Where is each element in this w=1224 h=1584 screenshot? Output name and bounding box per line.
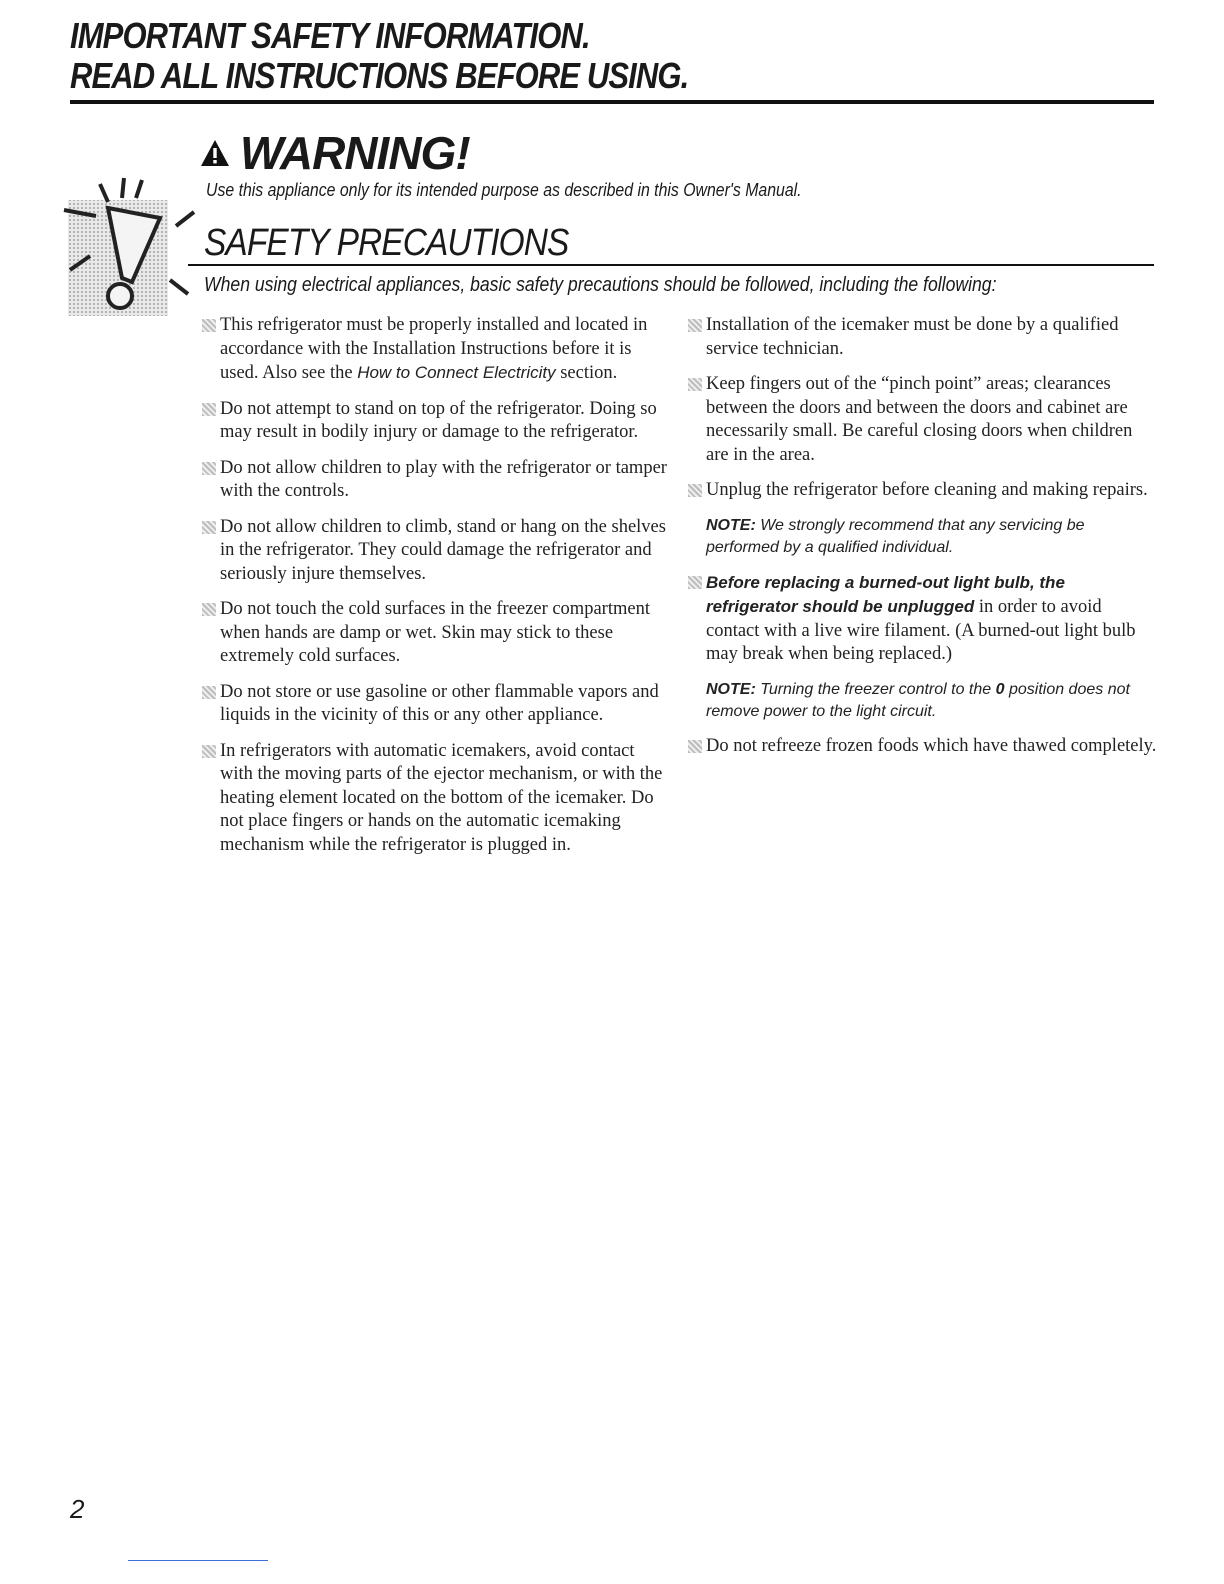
list-item: Do not store or use gasoline or other flammable vapors and liquids in the vicinity of this or any other appliance. — [202, 681, 672, 728]
list-item: Do not touch the cold surfaces in the freezer compartment when hands are damp or wet. Skin may stick to these extremely cold surfaces. — [202, 598, 672, 669]
warning-intro: Use this appliance only for its intended purpose as described in this Owner's Manual. — [206, 180, 802, 200]
bullet-icon — [688, 378, 702, 391]
warning-triangle-icon — [200, 139, 230, 167]
warning-heading — [200, 128, 470, 178]
bullet-icon — [202, 686, 216, 699]
bullet-icon — [202, 403, 216, 416]
list-item: Do not allow children to climb, stand or hang on the shelves in the refrigerator. They could damage the refrigerator and seriously injure themselves. — [202, 516, 672, 587]
header-rule — [70, 100, 1154, 104]
bullet-icon — [688, 484, 702, 497]
list-item: Keep fingers out of the “pinch point” areas; clearances between the doors and between the doors and cabinet are necessarily small. Be careful closing doors when children are in the area. — [688, 373, 1158, 467]
list-item: Installation of the icemaker must be done by a qualified service technician. — [688, 314, 1158, 361]
light-circuit-note: NOTE: Turning the freezer control to the 0 position does not remove power to the light circuit. — [706, 680, 1130, 720]
list-item: In refrigerators with automatic icemakers, avoid contact with the moving parts of the ejector mechanism, or with the heating element located on the bottom of the icemaker. Do not place fingers or hands on the automatic icemaking mechanism while the refrigerator is plugged in. — [202, 740, 672, 858]
safety-precautions-title: SAFETY PRECAUTIONS — [204, 222, 569, 264]
header-title-line-1: IMPORTANT SAFETY INFORMATION. — [70, 15, 590, 56]
bullet-icon — [688, 576, 702, 589]
exclamation-alert-icon — [60, 170, 210, 320]
footer-rule — [128, 1560, 268, 1561]
list-item: Do not allow children to play with the refrigerator or tamper with the controls. — [202, 457, 672, 504]
safety-precautions-subtitle: When using electrical appliances, basic safety precautions should be followed, including the following: — [204, 274, 997, 296]
warning-title: WARNING! — [240, 127, 470, 179]
list-item: Before replacing a burned-out light bulb, the refrigerator should be unplugged in order to avoid contact with a live wire filament. (A burned-out light bulb may break when being replaced.) — [688, 571, 1158, 667]
list-item: Do not refreeze frozen foods which have thawed completely. — [688, 735, 1158, 759]
left-column — [202, 314, 672, 869]
servicing-note: NOTE: We strongly recommend that any servicing be performed by a qualified individual. — [706, 516, 1085, 556]
list-item: Unplug the refrigerator before cleaning and making repairs. — [688, 479, 1158, 503]
list-item: Do not attempt to stand on top of the refrigerator. Doing so may result in bodily injury or damage to the refrigerator. — [202, 398, 672, 445]
bullet-icon — [688, 740, 702, 753]
right-column — [688, 314, 1158, 770]
list-item: This refrigerator must be properly installed and located in accordance with the Installation Instructions before it is used. Also see the How to Connect Electricity section. — [202, 314, 672, 386]
how-to-connect-electricity-ref: How to Connect Electricity — [357, 363, 556, 382]
safety-rule — [188, 264, 1154, 266]
bullet-icon — [202, 462, 216, 475]
page-number: 2 — [70, 1494, 85, 1524]
bullet-icon — [202, 603, 216, 616]
bullet-icon — [202, 745, 216, 758]
bullet-icon — [202, 319, 216, 332]
bullet-icon — [202, 521, 216, 534]
bullet-icon — [688, 319, 702, 332]
header-title-line-2: READ ALL INSTRUCTIONS BEFORE USING. — [70, 55, 689, 96]
